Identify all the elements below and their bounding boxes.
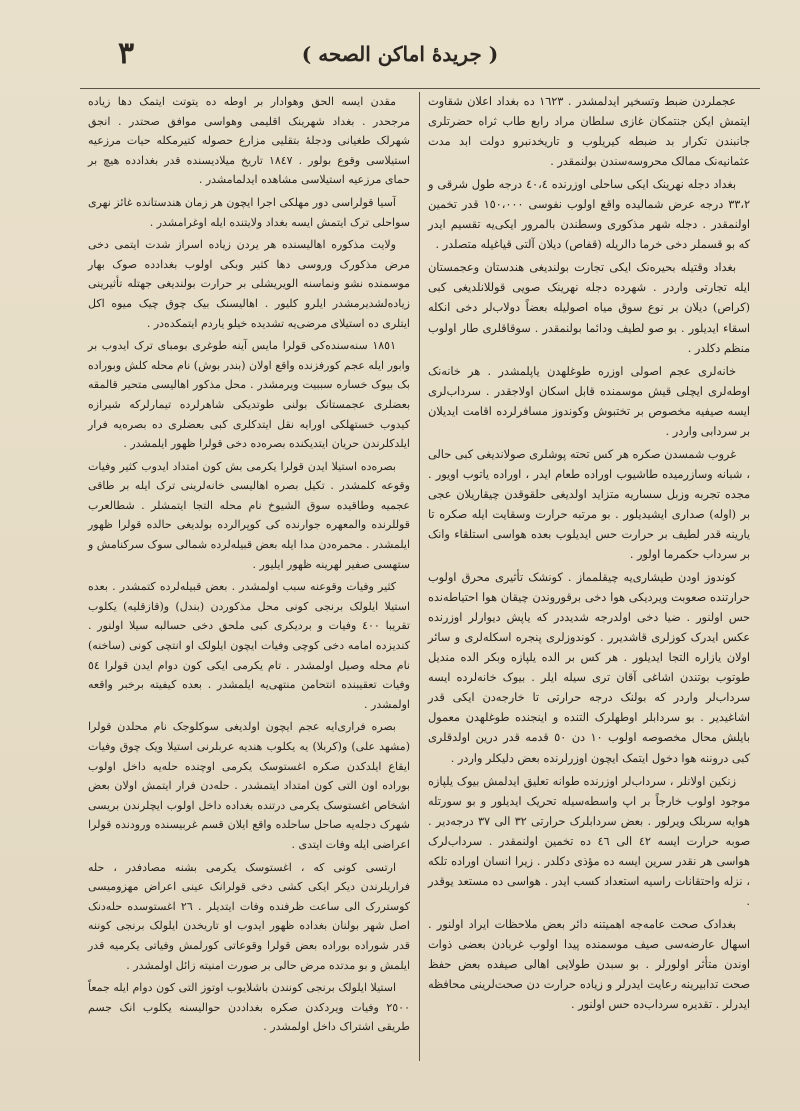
paragraph: بغداد دجله نهرینک ایکی ساحلی اوزرنده ٤٠،٤ درجه طول شرقی و ٣٣،٢ درجه عرض شمالیده واقع اولوب نفوسی ١٥٠،٠٠٠ قدر تخمین اولنمقدر . دجله شهر مذکوری وسطندن بالمرور ایکی‌یه تقسیم ایدر که بو قسملر دخی خرما دالریله (قفاص) دیلان آلتی قیاغیله متصلدر .	[428, 178, 750, 252]
paragraph: ارتسی کونی که ، اغستوسک یکرمی بشنه مصادفدر ، حله فراریلرندن دیکر ایکی کشی دخی قولرانک عینی اعراض مهزومیسی کوستررک الی ساعت ظرفنده وفات ایتدیلر . ٢٦ اغستوسده حله‌دنک اصل شهر بولنان بغداده ظهور ایدوب او تاریخدن ایلولک برنجی کوننه قدر شوراده بوراده بعض قولرا وقوعاتی کورلمش وفیاتی یکرمیه قدر ایلمش و بو مدتده مرض حالی بر صورت امنیته زائل اولمشدر .	[88, 860, 410, 972]
paragraph: بصره فراری‌ایه عجم ایچون اولدیغی سوکلوجک نام محلدن قولرا (مشهد علی) و(کربلا) یه یکلوب هندیه عربلرنی استیلا ویک چوق وفیات ایقاع ایلدکدن صکره اغستوسک یکرمی اوچنده حله‌یه داخل اولوب بوراده اون التی کون امتداد ایتمشدر . حله‌دن فرار ایتمش اولان بعض اشخاص اغستوسک یکرمی درتنده بغداده داخل اولوب ایچلرندن بریسی شهرک دجله‌یه صاحل ساحلده واقع ایلان قسم غربیسنده ورودنده قولرا اعراضی ایله وفات ایتدی .	[88, 720, 410, 851]
page-number: ٣	[118, 36, 135, 71]
paragraph: مقدن ایسه الحق وهوادار بر اوطه ده یتوتت ایتمک دها زیاده مرجحدر . بغداد شهرینک اقلیمی وهواسی موافق صحتدر . انجق شهرلک طغیانی ودجلهٔ بتقلیی مزارع حصوله کتیرمکله حیات مرزعیه استیلاسی وقوع بولور . ١٨٤٧ تاریخ میلادیسنده قدر بغدادده هیچ بر حمای مرزعیه استیلاسی مشاهده ایدلمامشدر .	[88, 95, 410, 187]
paragraph: بصره‌ده استیلا ایدن قولرا یکرمی بش کون امتداد ایدوب کثیر وفیات وقوعه کلمشدر . تکیل بصره اهالیسی خانه‌لرینی ترک ایله بر طاقی عجمیه وطاقیده سوق الشیوخ نام محله التجا ایتمشلر . شطالعرب قوللرنده والمعهره جوارنده کی کوپرالرده بولدیغی حالده قولرا ظهور ایلمشدر . محمره‌دن مدا ایله بعض قبیله‌لرده شمالی سوک سرکنامش و ستهسی صفیر لهرینه ظهور ایلیور .	[88, 459, 410, 571]
column-divider	[419, 92, 420, 1061]
paragraph: استیلا ایلولک برنجی کونندن باشلایوب اوتوز التی کون دوام ایله جمعاً ٢٥٠٠ وفیات ویردکدن صکره بغداددن حوالیسنه یکلوب انک جسم طریقی اشتراک داخل اولمشدر .	[88, 981, 410, 1034]
text-columns	[88, 92, 750, 1061]
paragraph: عجملردن ضبط وتسخیر ایدلمشدر . ١٦٢٣ ده بغداد اعلان شقاوت ایتمش ایکن جنتمکان غازی سلطان مراد رابع طاب ثراه حضرتلری جانبندن تکرار بد ضبطه کیریلوب و تاریخدنبرو دولت ابد مدت عثمانیه‌نک ممالک محروسه‌سندن بولنمقدر .	[428, 95, 750, 169]
paragraph: کوندوز اودن طیشاری‌یه چیقلمماز . کونشک تأثیری محرق اولوب حرارتنده صعوبت ویردیکی هوا دخی برقوروندن چیقان هوا احتیاطه‌نده حس اولنور . ضیا دخی اولدرجه شدیددر که یاپش دیوارلر اوزرنده عکس ایدرک کوزلری قاشدیرر . کوندوزلری پنجره اسکله‌لری و سائر اولان یازاره التجا ایدیلور . هر کس بر الده یلپازه وبکر الده مندیل طوتوب بوتندن اشاغی آقان تری سیله ایلر . بیوک خانه‌لرده ایسه سرداب‌لر واردر که بولنک درجه حرارتی تا خارجه‌دن ایکی قدر اشاغیدیر . بو سردابلر اوطهلرک التنده و اینجنده طوغلهدن معمول بایلش محال مخصوصه اولوب ١٠ دن ٥٠ قدمه قدر درین اولدقلری کبی دروننه هوا دخول ایتمک ایچون اوزرلرنده بعض دلیکلر واردر .	[428, 571, 750, 765]
paragraph: زنکین اولانلر ، سرداب‌لر اوزرنده طوانه تعلیق ایدلمش بیوک یلپازه موجود اولوب خارجاً بر اپ واسطه‌سیله تحریک ایدیلور و بو سورتله هوایه سربلک ویرلور . بعض سردابلرک حرارتی ٣٢ الی ٣٧ درجه‌دیر . صوبه حرارت ایسه ٤٢ الی ٤٦ ده تخمین اولنمقدر . سرداب‌لرک هواسی هر نقدر سرین ایسه ده مؤذی دکلدر . زیرا انسان اوراده تلکه ، نزله واحتقانات راسیه استعداد کسب ایدر . هواسی ده مستعد یوقدر .	[428, 774, 750, 908]
paragraph: خانه‌لری عجم اصولی اوزره طوغلهدن یاپلمشدر . هر خانه‌نک اوطه‌لری ایچلی قیش موسمنده قابل اسکان اولاجقدر . سرداب‌لری ایسه صیفیه مخصوص بر تختبوش وکوندوز مسافرلرده اقامت ایدیلان بر سردابی واردر .	[428, 364, 750, 438]
left-column	[88, 92, 410, 1061]
right-column	[428, 92, 750, 1061]
paragraph: غروب شمسدن صکره هر کس تحته پوشلری صولاندیغی کبی حالی ، شبانه وسازرمیده طاشیوب اوراده طعام ایدر ، اوراده یاتوب اویور . مجده تجربه وزبل سساریه متزاید اولدیغی حلقوقدن چیقاریلان عجی بر (اوله) صداری ایشیدیلور . بو مرتبه حرارت وسقایت ایله صکره تا یارینه قدر لطیف بر حرارت حس ایدیلوب بعده هواسی استلقاء وانک بر سرداب حکمرما اولور .	[428, 447, 750, 562]
paragraph: بغداد وقتیله بحیره‌نک ایکی تجارت بولندیغی هندستان وعجمستان ایله تجارتی واردر . شهرده دجله نهرینک صویی قوللانلدیغی کبی (کراص) دیلان بر نوع سوق میاه اصولیله بعضاً دولاب‌لر دخی انکله اسقاء ایدیلور . بو صو لطیف ودائما بولنمقدر . سوقاقلری طار اولوب منظم دکلدر .	[428, 261, 750, 355]
paragraph: کثیر وفیات وقوعنه سبب اولمشدر . بعض قبیله‌لرده کتمشدر . بعده استیلا ایلولک برنجی کونی محل مذکوردن (بندل) و(قازقلیه) یکلوب تقریبا ٤٠٠ وفیات و بردیکری کبی ملحق دخی حسالبه سیلا اولنور . کندیزده امامه دخی کوچی وفیات ایچون ایلولک او انتچی کونی (ساخنه) نام محله وصیل اولمشدر . تام یکرمی ایکی کون دوام ایدن قولرا ٥٤ وفیات تعقیبنده انتحامن منتهی‌یه ایلمشدر . بعده کیفیته برخبر واقعه اولمشدر .	[88, 580, 410, 711]
paragraph: ١٨٥١ سنه‌سنده‌کی قولرا مایس آینه طوغری بومبای ترک ایدوب بر وابور ایله عجم کورفزنده واقع اولان (بندر بوش) نام محله کلش وبوراده بک بیوک خساره سببیت ویرمشدر . محل مذکور اهالیسی متحیر قالمقه بعضلری عجمستانک بولنی طوتدیکی شاهرلرده تیمارلرکه شیرازه کیدوب خستهلکی اورایه نقل ایتدکلری کبی بعضلری ده بصره‌یه فرار ایلدکلرندن حریان ایتدیکنده بصره‌ده دخی قولرا ظهور ایلمشدر .	[88, 339, 410, 451]
paragraph: ولایت مذکوره اهالیسنده هر یردن زیاده اسراز شدت ایتمی دخی مرض مذکورک وروسی دها کثیر وبکی اولوب بغدادده صوک بهار موسمنده نشو ونماسنه الویریشلی بر حرارت بولندیغی جهتله تأثیرینی زیاده‌لشدیرمشدر ایلرو کلیور . اهالیسنک بیک چوق چیک میوه اکل ایتلری ده استیلای مرضی‌یه تشدیده خیلو یاردم ایتمکده‌در .	[88, 238, 410, 330]
paragraph: آسیا قولراسی دور مهلکی اجرا ایچون هر زمان هندستانده غائز نهری سواحلی ترک ایتمش ایسه بغداد ولایتنده ایله اوغرامشدر .	[88, 195, 410, 229]
journal-title: ( جریدهٔ اماکن الصحه )	[301, 42, 499, 66]
page-header	[60, 36, 740, 74]
header-rule	[80, 88, 760, 89]
paragraph: بغدادک صحت عامه‌جه اهمیتنه دائر بعض ملاحظات ایراد اولنور . اسهال عارضه‌سی صیف موسمنده پیدا اولوب غربادن بعضی ذوات اوندن متأثر اولورلر . بو سبدن طولایی اهالی صیفده بعض حفظ صحت تدابیرینه رعایت ایدرلر و زیاده حرارت دن صحت‌لرینی محافظه ایدرلر . تقدیره سرداب‌ده حس اولنور .	[428, 917, 750, 1012]
